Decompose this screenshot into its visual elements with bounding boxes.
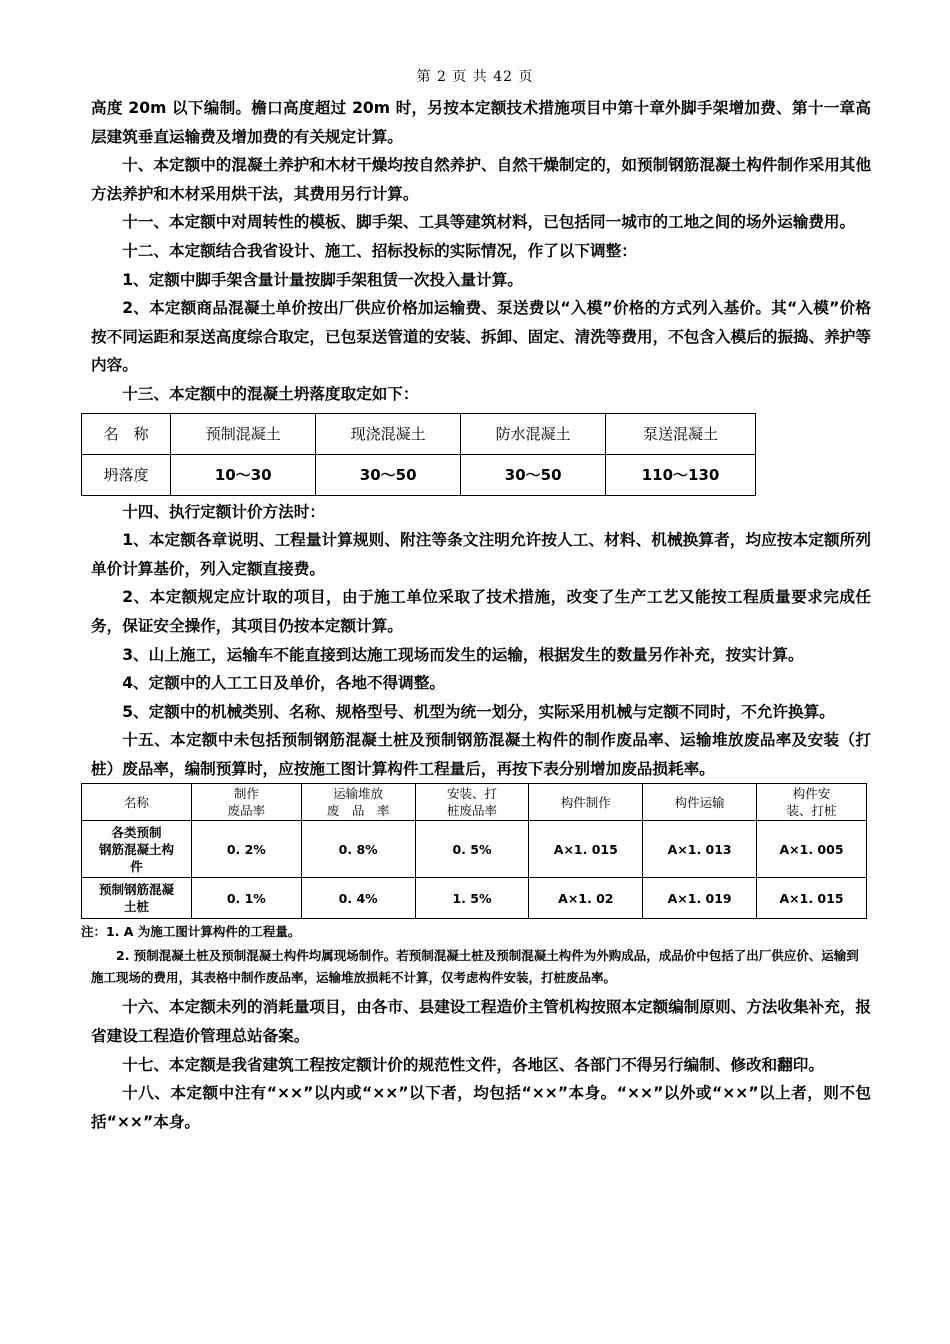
table-cell: 制作 废品率 — [191, 784, 301, 821]
table-cell: 110～130 — [606, 454, 756, 495]
loss-rate-table — [81, 783, 867, 919]
paragraph-18: 十八、本定额中注有“××”以内或“××”以下者，均包括“××”本身。“××”以外或“××”以上者，则不包括“××”本身。 — [91, 1084, 871, 1131]
slump-table-row — [82, 454, 756, 495]
table-cell: A×1. 013 — [643, 821, 757, 878]
table-note-1: 注：1. A 为施工图计算构件的工程量。 — [81, 924, 301, 940]
table-cell: 构件制作 — [529, 784, 643, 821]
paragraph-14-item-4: 4、定额中的人工工日及单价，各地不得调整。 — [122, 674, 445, 693]
table-cell: 构件运输 — [643, 784, 757, 821]
table-cell: 各类预制 钢筋混凝土构 件 — [82, 821, 192, 878]
paragraph-12: 十二、本定额结合我省设计、施工、招标投标的实际情况，作了以下调整： — [122, 241, 637, 260]
table-cell: 0. 8% — [301, 821, 415, 878]
table-cell: 预制混凝土 — [171, 413, 316, 454]
table-cell: 30～50 — [316, 454, 461, 495]
table-cell: 0. 1% — [191, 878, 301, 919]
table-cell: 构件安 装、打桩 — [757, 784, 867, 821]
page-header: 第 2 页 共 42 页 — [416, 69, 534, 85]
loss-table-header — [82, 784, 867, 821]
table-cell: 0. 2% — [191, 821, 301, 878]
table-cell: 1. 5% — [415, 878, 529, 919]
paragraph-14-item-2: 2、本定额规定应计取的项目，由于施工单位采取了技术措施，改变了生产工艺又能按工程质量要求完成任务，保证安全操作，其项目仍按本定额计算。 — [91, 588, 871, 635]
paragraph-12-item-1: 1、定额中脚手架含量计量按脚手架租赁一次投入量计算。 — [122, 270, 523, 289]
table-note-2: 2. 预制混凝土桩及预制混凝土构件均属现场制作。若预制混凝土桩及预制混凝土构件为外购成品，成品价中包括了出厂供应价、运输到施工现场的费用，其表格中制作废品率，运输堆放损耗不计算，仅考虑构件安装，打桩废品率。 — [91, 948, 859, 986]
loss-table-row — [82, 821, 867, 878]
table-cell: 防水混凝土 — [461, 413, 606, 454]
table-cell: A×1. 02 — [529, 878, 643, 919]
paragraph-17: 十七、本定额是我省建筑工程按定额计价的规范性文件，各地区、各部门不得另行编制、修改和翻印。 — [122, 1055, 824, 1074]
paragraph-13: 十三、本定额中的混凝土坍落度取定如下： — [122, 384, 419, 403]
table-cell: A×1. 015 — [529, 821, 643, 878]
table-cell: 0. 5% — [415, 821, 529, 878]
table-cell: 0. 4% — [301, 878, 415, 919]
table-cell: 运输堆放 废 品 率 — [301, 784, 415, 821]
loss-table-row — [82, 878, 867, 919]
table-cell: 安装、打 桩废品率 — [415, 784, 529, 821]
table-cell: A×1. 005 — [757, 821, 867, 878]
table-cell: 预制钢筋混凝 土桩 — [82, 878, 192, 919]
table-cell: 名 称 — [82, 413, 171, 454]
table-cell: 现浇混凝土 — [316, 413, 461, 454]
paragraph-14-item-3: 3、山上施工，运输车不能直接到达施工现场而发生的运输，根据发生的数量另作补充，按实计算。 — [122, 645, 804, 664]
paragraph-10: 十、本定额中的混凝土养护和木材干燥均按自然养护、自然干燥制定的，如预制钢筋混凝土构件制作采用其他方法养护和木材采用烘干法，其费用另行计算。 — [91, 156, 871, 203]
paragraph-14-item-1: 1、本定额各章说明、工程量计算规则、附注等条文注明允许按人工、材料、机械换算者，均应按本定额所列单价计算基价，列入定额直接费。 — [91, 531, 871, 578]
paragraph-11: 十一、本定额中对周转性的模板、脚手架、工具等建筑材料，已包括同一城市的工地之间的场外运输费用。 — [122, 213, 856, 232]
paragraph-14: 十四、执行定额计价方法时： — [122, 502, 325, 521]
slump-table — [81, 413, 756, 496]
paragraph-continued: 高度 20m 以下编制。檐口高度超过 20m 时，另按本定额技术措施项目中第十章外脚手架增加费、第十一章高层建筑垂直运输费及增加费的有关规定计算。 — [91, 99, 871, 146]
table-cell: 10～30 — [171, 454, 316, 495]
paragraph-16: 十六、本定额未列的消耗量项目，由各市、县建设工程造价主管机构按照本定额编制原则、方法收集补充，报省建设工程造价管理总站备案。 — [91, 998, 871, 1046]
table-cell: 泵送混凝土 — [606, 413, 756, 454]
paragraph-12-item-2: 2、本定额商品混凝土单价按出厂供应价格加运输费、泵送费以“入模”价格的方式列入基价。其“入模”价格按不同运距和泵送高度综合取定，已包泵送管道的安装、拆卸、固定、清洗等费用，不包含入模后的振捣、养护等内容。 — [91, 299, 871, 375]
table-cell: 坍落度 — [82, 454, 171, 495]
paragraph-14-item-5: 5、定额中的机械类别、名称、规格型号、机型为统一划分，实际采用机械与定额不同时，不允许换算。 — [122, 702, 835, 721]
table-cell: 名称 — [82, 784, 192, 821]
table-cell: A×1. 019 — [643, 878, 757, 919]
slump-table-header — [82, 413, 756, 454]
content — [81, 94, 871, 1136]
table-cell: 30～50 — [461, 454, 606, 495]
paragraph-15: 十五、本定额中未包括预制钢筋混凝土桩及预制钢筋混凝土构件的制作废品率、运输堆放废品率及安装（打桩）废品率，编制预算时，应按施工图计算构件工程量后，再按下表分别增加废品损耗率。 — [91, 731, 871, 778]
table-cell: A×1. 015 — [757, 878, 867, 919]
